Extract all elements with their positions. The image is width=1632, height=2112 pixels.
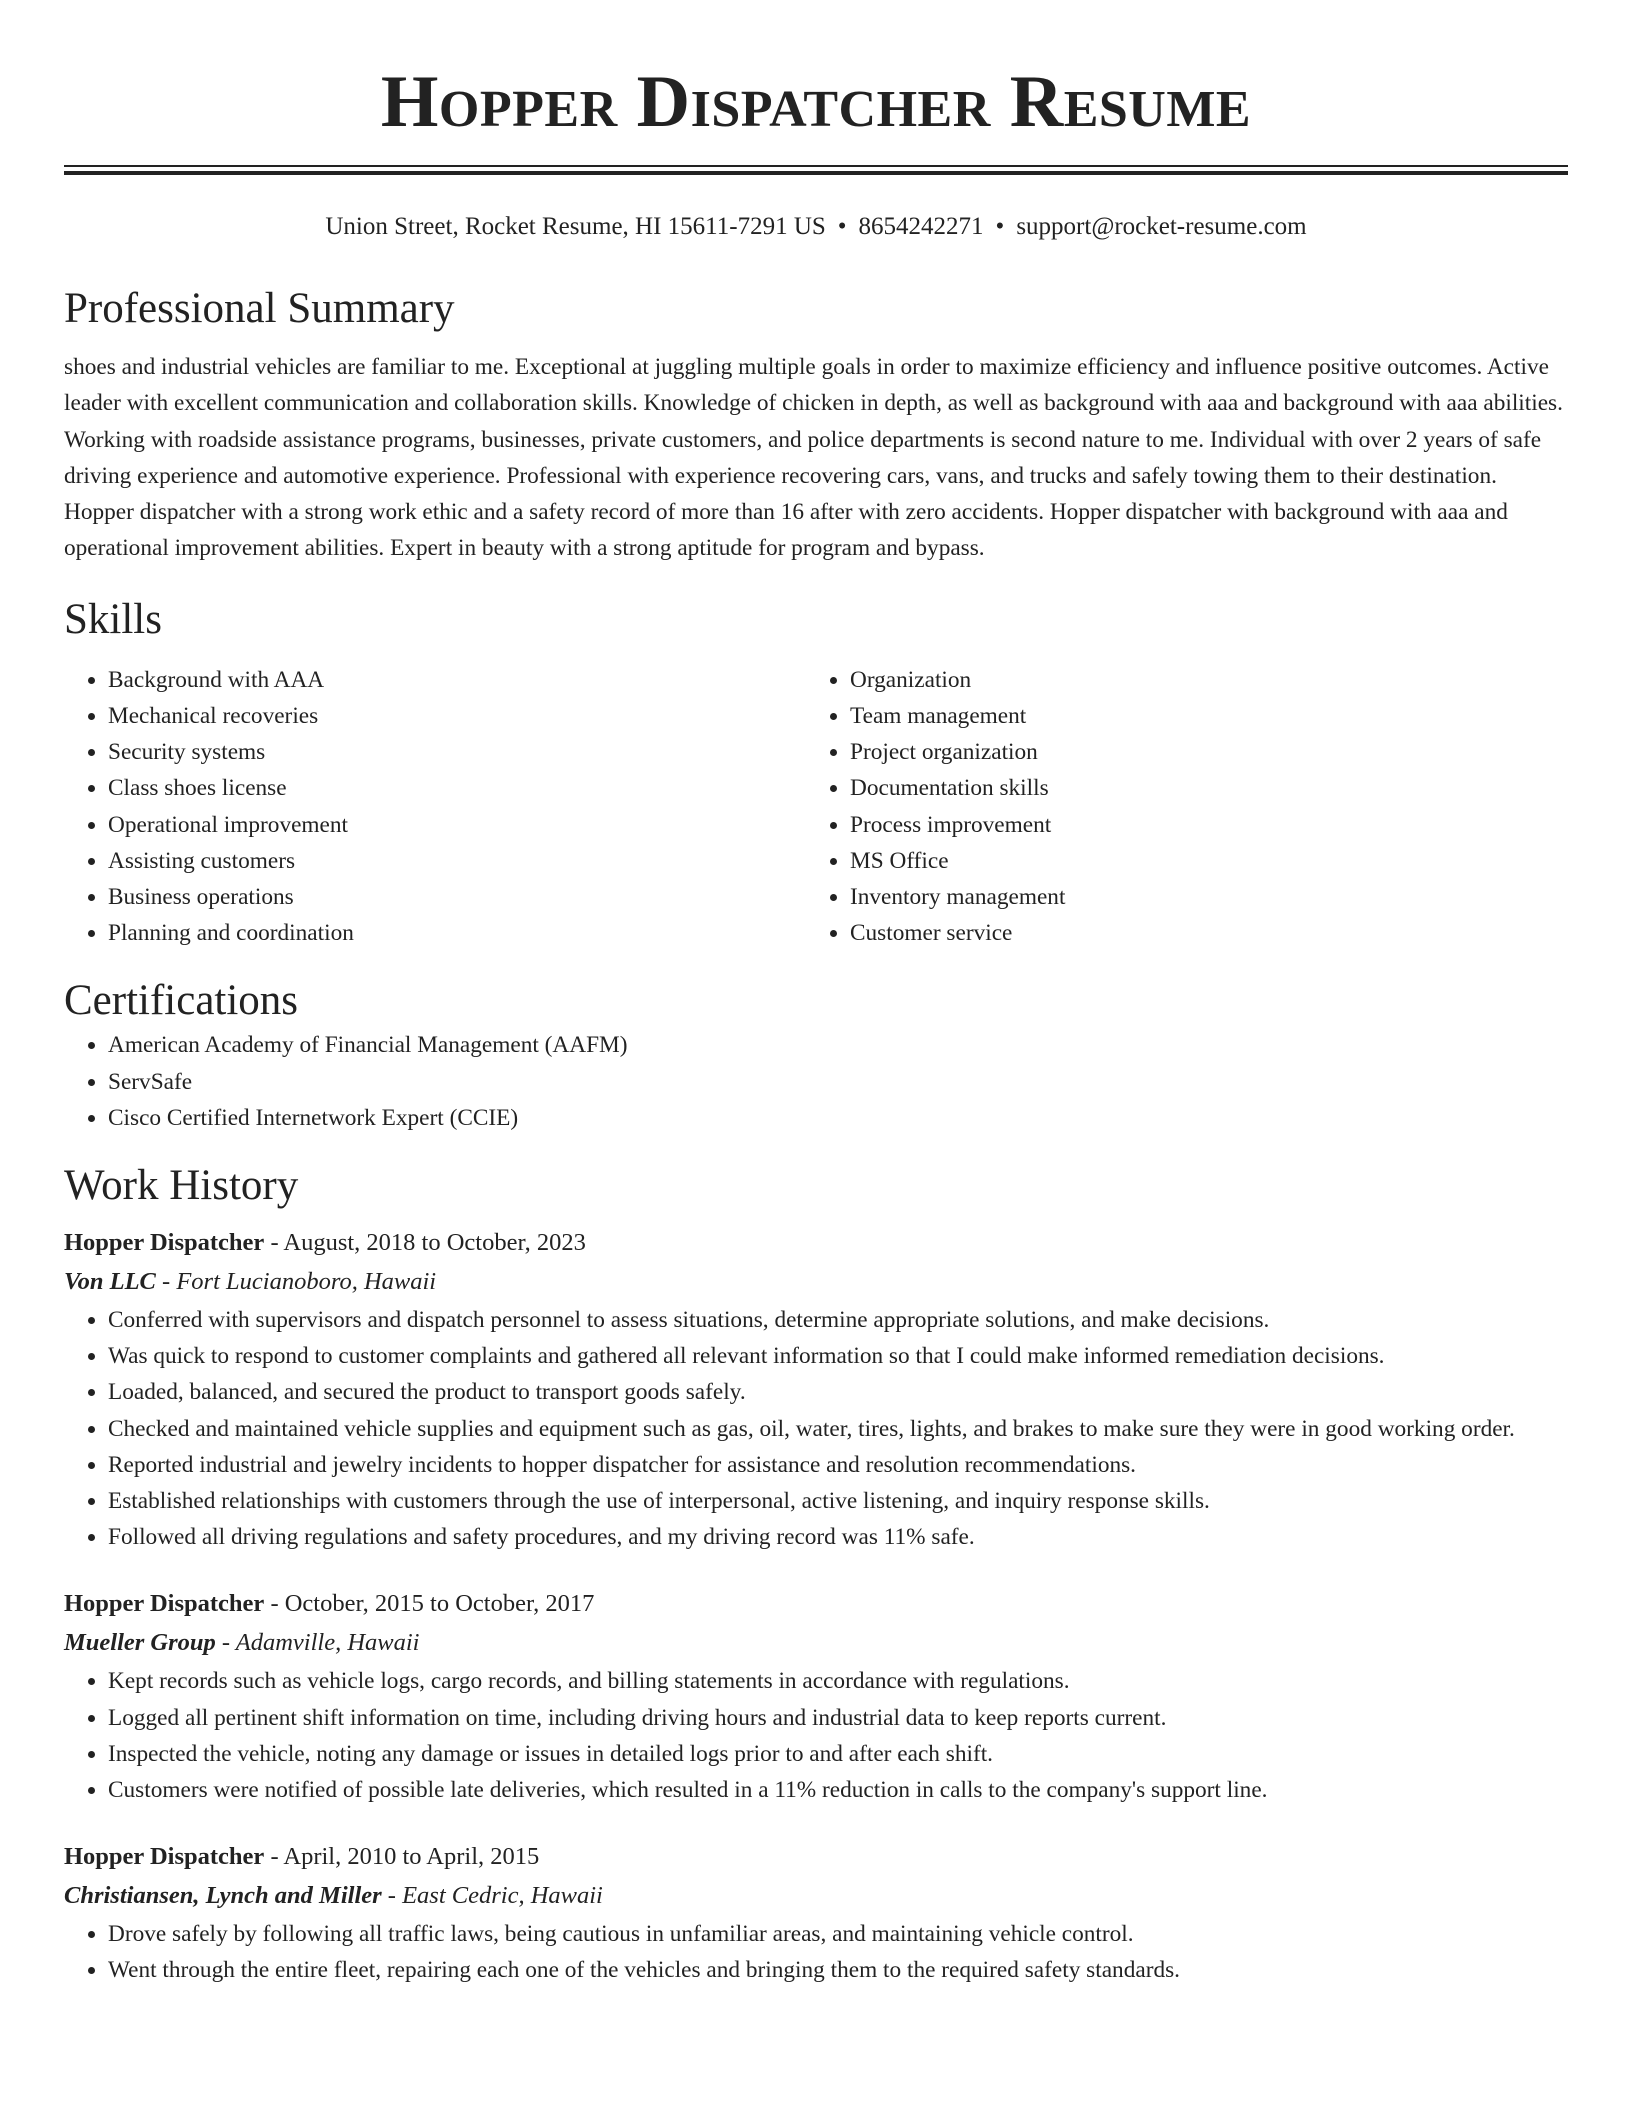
job-duty: • Drove safely by following all traffic laws, being cautious in unfamiliar areas, and maintaining vehicle control.: [108, 1916, 1568, 1952]
job-duty: • Customers were notified of possible late deliveries, which resulted in a 11% reduction in calls to the company's support line.: [108, 1772, 1568, 1808]
skill-item: • Customer service: [850, 915, 1548, 951]
job-duty: • Reported industrial and jewelry incidents to hopper dispatcher for assistance and resolution recommendations.: [108, 1447, 1568, 1483]
job-title-line: Hopper Dispatcher - August, 2018 to October, 2023: [64, 1229, 586, 1257]
job-duty: • Established relationships with customers through the use of interpersonal, active listening, and inquiry response skills.: [108, 1483, 1568, 1519]
job-title-line: Hopper Dispatcher - October, 2015 to October, 2017: [64, 1590, 595, 1618]
skills-heading: Skills: [64, 595, 162, 643]
skills-left-list: [64, 662, 806, 952]
job-duty: • Went through the entire fleet, repairing each one of the vehicles and bringing them to the required safety standards.: [108, 1952, 1568, 1988]
skill-item: • Planning and coordination: [108, 915, 806, 951]
job-duties-list: [64, 1916, 1568, 1988]
certifications-list: [64, 1027, 1568, 1136]
title-double-rule: [64, 165, 1568, 175]
job-company: Christiansen, Lynch and Miller: [64, 1882, 382, 1910]
job-location: Adamville, Hawaii: [235, 1629, 420, 1657]
skill-item: • Assisting customers: [108, 843, 806, 879]
skill-item: • Process improvement: [850, 807, 1548, 843]
job-duty: • Was quick to respond to customer complaints and gathered all relevant information so that I could make informed remediation decisions.: [108, 1338, 1568, 1374]
work-history-heading: Work History: [64, 1162, 299, 1210]
resume-page: [64, 0, 1568, 1989]
skill-item: • Inventory management: [850, 879, 1548, 915]
skill-item: • Background with AAA: [108, 662, 806, 698]
skill-item: • Documentation skills: [850, 770, 1548, 806]
job-role: Hopper Dispatcher: [64, 1843, 265, 1871]
job-dates: August, 2018 to October, 2023: [283, 1229, 586, 1257]
certification-item: • ServSafe: [108, 1064, 1568, 1100]
job-title-line: Hopper Dispatcher - April, 2010 to April, 2015: [64, 1843, 540, 1871]
job-dates: October, 2015 to October, 2017: [284, 1590, 595, 1618]
contact-line: [64, 211, 1568, 243]
summary-heading: Professional Summary: [64, 285, 455, 332]
job-entry: [64, 1585, 1568, 1808]
job-duty: • Inspected the vehicle, noting any damage or issues in detailed logs prior to and after each shift.: [108, 1736, 1568, 1772]
contact-phone: 8654242271: [858, 213, 984, 240]
skill-item: • Organization: [850, 662, 1548, 698]
contact-address: Union Street, Rocket Resume, HI 15611-7291 US: [325, 213, 826, 240]
job-role: Hopper Dispatcher: [64, 1229, 265, 1257]
contact-separator: •: [837, 213, 847, 240]
skill-item: • Project organization: [850, 734, 1548, 770]
skill-item: • Operational improvement: [108, 807, 806, 843]
skill-item: • Team management: [850, 698, 1548, 734]
job-entry: [64, 1224, 1568, 1555]
job-duty: • Checked and maintained vehicle supplies and equipment such as gas, oil, water, tires, lights, and brakes to make sure they were in good working order.: [108, 1411, 1568, 1447]
certification-item: • Cisco Certified Internetwork Expert (CCIE): [108, 1100, 1568, 1136]
job-duty: • Loaded, balanced, and secured the product to transport goods safely.: [108, 1374, 1568, 1410]
skills-columns: [64, 662, 1568, 952]
skill-item: • Class shoes license: [108, 770, 806, 806]
contact-email: support@rocket-resume.com: [1016, 213, 1307, 240]
job-duty: • Logged all pertinent shift information on time, including driving hours and industrial data to keep reports current.: [108, 1700, 1568, 1736]
contact-separator: •: [995, 213, 1005, 240]
summary-text: shoes and industrial vehicles are familiar to me. Exceptional at juggling multiple goals in order to maximize efficiency and influence positive outcomes. Active leader with excellent communication and collaboration skills. Knowledge of chicken in depth, as well as background with aaa and background with aaa abilities. Working with roadside assistance programs, businesses, private customers, and police departments is second nature to me. Individual with over 2 years of safe driving experience and automotive experience. Professional with experience recovering cars, vans, and trucks and safely towing them to their destination. Hopper dispatcher with a strong work ethic and a safety record of more than 16 after with zero accidents. Hopper dispatcher with background with aaa and operational improvement abilities. Expert in beauty with a strong aptitude for program and bypass.: [64, 354, 1563, 562]
job-role: Hopper Dispatcher: [64, 1590, 265, 1618]
skills-right-list: [806, 662, 1548, 952]
certifications-heading: Certifications: [64, 977, 299, 1025]
job-duty: • Kept records such as vehicle logs, cargo records, and billing statements in accordance with regulations.: [108, 1663, 1568, 1699]
certification-item: • American Academy of Financial Management (AAFM): [108, 1027, 1568, 1063]
job-location: East Cedric, Hawaii: [402, 1882, 603, 1910]
job-company: Mueller Group: [64, 1629, 216, 1657]
job-company: Von LLC: [64, 1268, 156, 1296]
job-duties-list: [64, 1663, 1568, 1808]
job-duty: • Conferred with supervisors and dispatch personnel to assess situations, determine appropriate solutions, and make decisions.: [108, 1302, 1568, 1338]
job-location: Fort Lucianoboro, Hawaii: [176, 1268, 437, 1296]
job-entry: [64, 1838, 1568, 1988]
skill-item: • Business operations: [108, 879, 806, 915]
job-company-line: Christiansen, Lynch and Miller - East Cedric, Hawaii: [64, 1882, 603, 1910]
job-company-line: Mueller Group - Adamville, Hawaii: [64, 1629, 420, 1657]
skill-item: • Security systems: [108, 734, 806, 770]
job-duty: • Followed all driving regulations and safety procedures, and my driving record was 11% safe.: [108, 1519, 1568, 1555]
skill-item: • MS Office: [850, 843, 1548, 879]
job-company-line: Von LLC - Fort Lucianoboro, Hawaii: [64, 1268, 437, 1296]
skill-item: • Mechanical recoveries: [108, 698, 806, 734]
job-dates: April, 2010 to April, 2015: [283, 1843, 540, 1871]
job-duties-list: [64, 1302, 1568, 1555]
resume-title: Hopper Dispatcher Resume: [380, 61, 1252, 143]
